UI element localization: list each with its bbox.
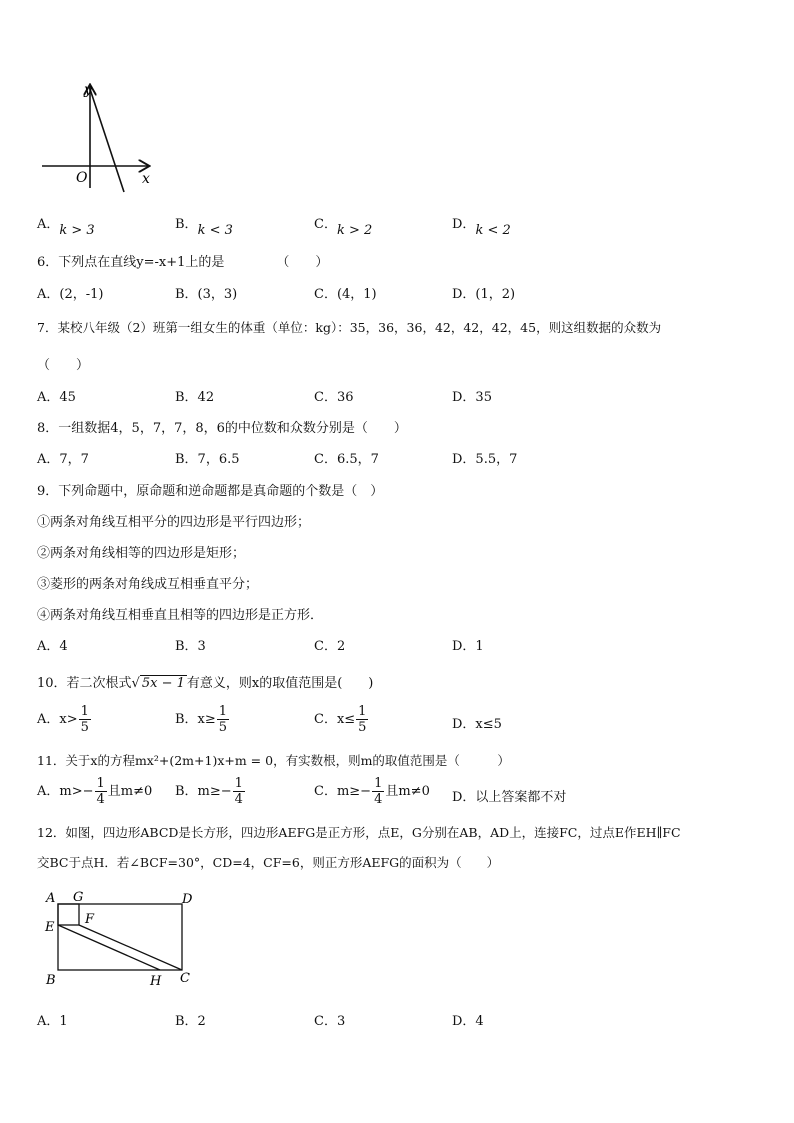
- q9-option-d[interactable]: D．1: [452, 639, 484, 654]
- q12-option-c[interactable]: C．3: [314, 1014, 346, 1029]
- option-text: k < 3: [197, 223, 233, 238]
- option-letter: D．: [452, 217, 476, 232]
- option-text: k > 2: [336, 223, 373, 238]
- denominator: 5: [80, 720, 89, 735]
- label-d: D: [182, 892, 193, 907]
- q10-stem-before: 10．若二次根式: [37, 676, 132, 691]
- label-g: G: [73, 890, 84, 905]
- q8-option-c[interactable]: C．6.5，7: [314, 452, 379, 467]
- q9-item-1: ①两条对角线互相平分的四边形是平行四边形；: [37, 515, 311, 530]
- label-h: H: [150, 974, 162, 989]
- denominator: 4: [234, 792, 243, 807]
- segment-fc: [79, 925, 182, 970]
- rectangle-square-figure: [40, 888, 210, 990]
- q6-stem-text: 6．下列点在直线y=-x+1上的是: [37, 255, 225, 270]
- label-a: A: [46, 891, 56, 906]
- q9-item-3: ③菱形的两条对角线成互相垂直平分；: [37, 577, 259, 592]
- option-text: k > 3: [59, 223, 95, 238]
- q9-option-b[interactable]: B．3: [175, 639, 206, 654]
- q9-option-c[interactable]: C．2: [314, 639, 346, 654]
- q10-option-d[interactable]: [452, 713, 502, 732]
- fraction: [233, 776, 245, 807]
- rectangle-abcd: [58, 904, 182, 970]
- q8-option-a[interactable]: A．7，7: [37, 452, 89, 467]
- q5-option-a[interactable]: [37, 213, 95, 238]
- fraction: [372, 776, 384, 807]
- q10-stem: [37, 672, 373, 691]
- answer-paren: （ ）: [276, 255, 329, 270]
- denominator: 5: [358, 720, 367, 735]
- label-c: C: [180, 971, 190, 986]
- x-axis-label: x: [142, 171, 150, 187]
- q7-option-c[interactable]: C．36: [314, 390, 354, 405]
- option-suffix: 且m≠0: [107, 784, 153, 799]
- option-prefix: A．m>−: [37, 784, 94, 799]
- segment-eh: [58, 925, 160, 970]
- q5-option-d[interactable]: [452, 213, 511, 238]
- q10-radicand: 5x − 1: [141, 676, 185, 691]
- option-prefix: A．x>: [37, 712, 78, 727]
- q5-option-b[interactable]: [175, 213, 233, 238]
- q7-option-a[interactable]: A．45: [37, 390, 76, 405]
- numerator: 1: [96, 776, 105, 791]
- q8-option-d[interactable]: D．5.5，7: [452, 452, 518, 467]
- option-prefix: D．以上答案都不对: [452, 790, 567, 805]
- option-text: k < 2: [475, 223, 511, 238]
- option-letter: A．: [37, 217, 60, 232]
- option-suffix: 且m≠0: [385, 784, 430, 799]
- numerator: 1: [80, 704, 89, 719]
- option-prefix: B．x≥: [175, 712, 216, 727]
- label-f: F: [85, 912, 95, 927]
- q11-stem: 11．关于x的方程mx²+(2m+1)x+m = 0，有实数根，则m的取值范围是（ ）: [37, 753, 510, 768]
- q8-stem: 8．一组数据4，5，7，7，8，6的中位数和众数分别是（ ）: [37, 421, 407, 436]
- option-prefix: C．x≤: [314, 712, 356, 727]
- q9-stem: 9．下列命题中，原命题和逆命题都是真命题的个数是（ ）: [37, 484, 384, 499]
- function-line: [89, 86, 124, 192]
- linear-function-graph: [38, 80, 158, 195]
- q11-option-a[interactable]: [37, 776, 152, 807]
- numerator: 1: [218, 704, 228, 719]
- sqrt-sign: √: [131, 676, 140, 691]
- q6-option-d[interactable]: D．(1，2): [452, 287, 516, 302]
- q6-option-a[interactable]: A．(2，-1): [37, 287, 104, 302]
- option-prefix: B．m≥−: [175, 784, 232, 799]
- denominator: 4: [374, 792, 383, 807]
- q12-stem-line1: 12．如图，四边形ABCD是长方形，四边形AEFG是正方形，点E，G分别在AB，AD上，连接FC，过点E作EH∥FC: [37, 825, 681, 840]
- q11-option-c[interactable]: [314, 776, 430, 807]
- q7-stem: 7．某校八年级（2）班第一组女生的体重（单位：kg）：35，36，36，42，42，42，45，则这组数据的众数为: [37, 320, 662, 335]
- q6-stem: [37, 251, 328, 270]
- denominator: 4: [96, 792, 105, 807]
- q10-option-c[interactable]: [314, 704, 369, 735]
- fraction: [79, 704, 91, 735]
- q11-option-d[interactable]: [452, 786, 566, 805]
- label-b: B: [46, 973, 56, 988]
- denominator: 5: [218, 720, 228, 735]
- q10-option-a[interactable]: [37, 704, 92, 735]
- q9-option-a[interactable]: A．4: [37, 639, 68, 654]
- option-letter: B．: [175, 217, 198, 232]
- q9-item-2: ②两条对角线相等的四边形是矩形；: [37, 546, 246, 561]
- option-letter: C．: [314, 217, 337, 232]
- q5-option-c[interactable]: [314, 213, 373, 238]
- q12-option-b[interactable]: B．2: [175, 1014, 206, 1029]
- numerator: 1: [358, 704, 367, 719]
- label-e: E: [45, 920, 55, 935]
- q10-stem-after: 有意义，则x的取值范围是( ): [186, 676, 374, 691]
- q6-option-b[interactable]: B．(3，3): [175, 287, 238, 302]
- numerator: 1: [374, 776, 383, 791]
- q12-option-a[interactable]: A．1: [37, 1014, 68, 1029]
- q11-option-b[interactable]: [175, 776, 246, 807]
- fraction: [95, 776, 107, 807]
- q10-option-b[interactable]: [175, 704, 230, 735]
- q7-option-d[interactable]: D．35: [452, 390, 492, 405]
- option-prefix: D．x≤5: [452, 717, 502, 732]
- q7-option-b[interactable]: B．42: [175, 390, 215, 405]
- q6-option-c[interactable]: C．(4，1): [314, 287, 377, 302]
- y-axis-label: y: [84, 82, 92, 98]
- fraction: [356, 704, 368, 735]
- square-aefg: [58, 904, 79, 925]
- q12-stem-line2: 交BC于点H．若∠BCF=30°，CD=4，CF=6，则正方形AEFG的面积为（ ）: [37, 855, 500, 870]
- q8-option-b[interactable]: B．7，6.5: [175, 452, 240, 467]
- option-prefix: C．m≥−: [314, 784, 372, 799]
- numerator: 1: [234, 776, 243, 791]
- origin-label: O: [76, 170, 88, 186]
- q12-option-d[interactable]: D．4: [452, 1014, 484, 1029]
- q7-answer-paren: （ ）: [37, 358, 90, 373]
- fraction: [217, 704, 229, 735]
- q9-item-4: ④两条对角线互相垂直且相等的四边形是正方形．: [37, 608, 324, 623]
